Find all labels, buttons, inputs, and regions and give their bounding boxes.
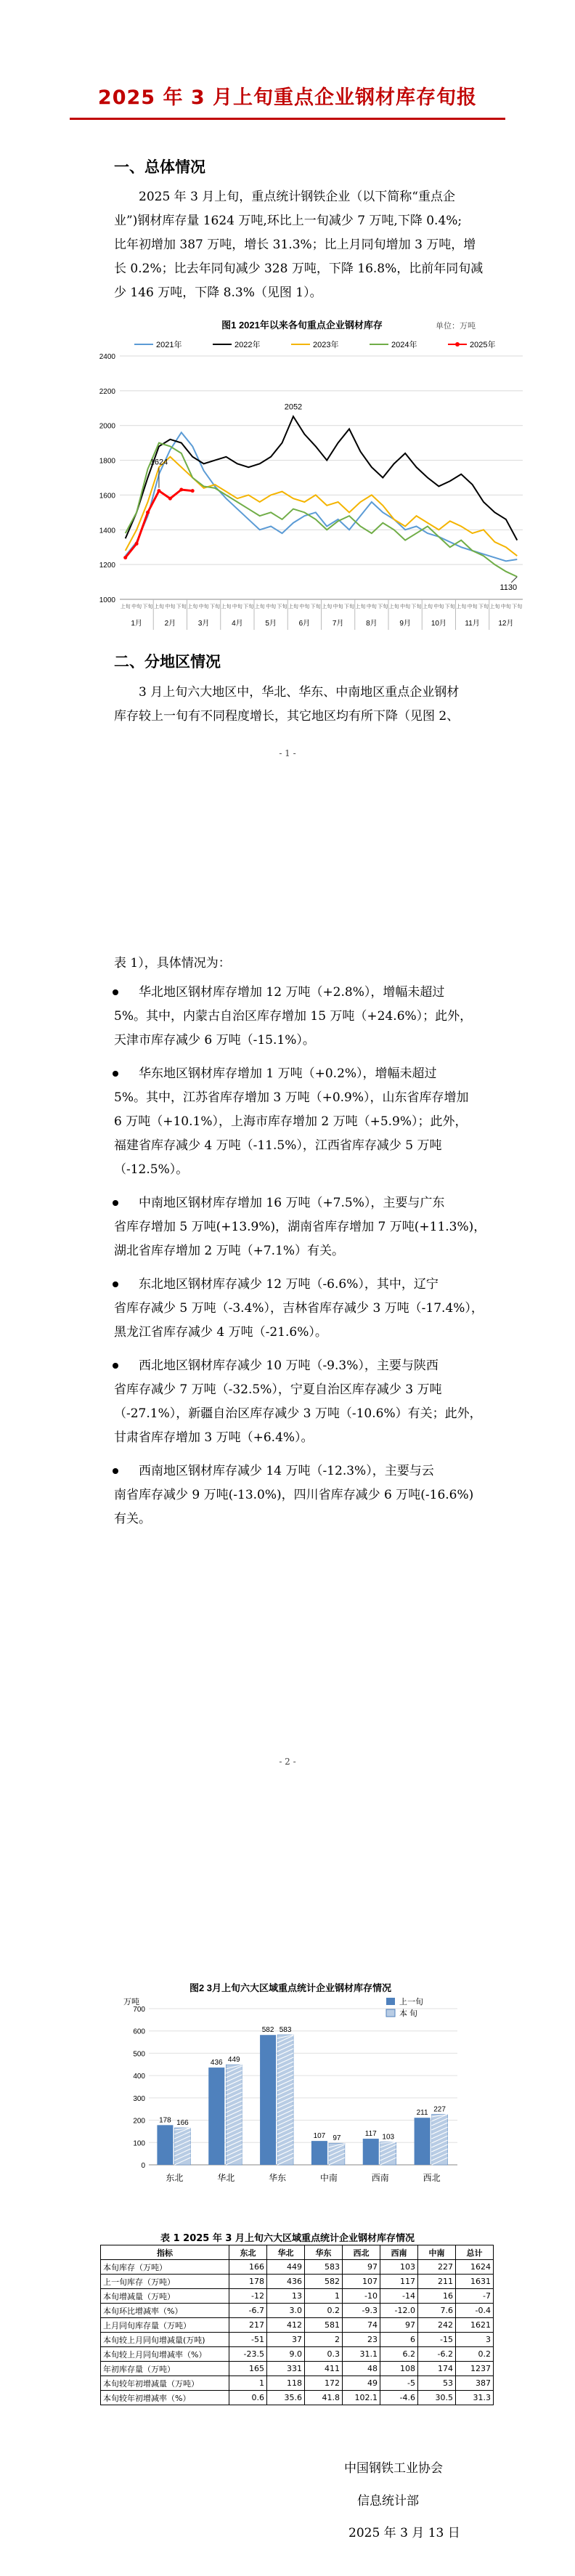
dekad-label: 上旬	[254, 604, 265, 609]
bar	[363, 2139, 379, 2165]
dekad-label: 上旬	[187, 604, 198, 609]
bar-value-label: 227	[433, 2105, 446, 2114]
dekad-label: 中旬	[366, 604, 377, 609]
regional-bullet	[114, 1354, 524, 1450]
bullet-text: 华东地区钢材库存增加 1 万吨（+0.2%），增幅未超过	[139, 1066, 437, 1081]
section-heading-overall: 一、总体情况	[114, 158, 205, 176]
legend-label: 2025年	[470, 341, 496, 349]
footer-org: 中国钢铁工业协会	[344, 2461, 443, 2476]
regional-bullet	[114, 1459, 524, 1531]
dekad-label: 下旬	[378, 604, 388, 609]
regional-bullet-line	[114, 1273, 524, 1297]
table-cell: 0.2	[305, 2304, 343, 2318]
table-cell: 97	[380, 2318, 418, 2333]
bullet-dot-icon	[113, 989, 118, 995]
dekad-label: 中旬	[232, 604, 242, 609]
table-cell: 1624	[456, 2260, 494, 2275]
overall-line: 2025 年 3 月上旬，重点统计钢铁企业（以下简称“重点企	[139, 190, 455, 204]
bar-value-label: 117	[364, 2130, 377, 2139]
table-row-label: 本旬库存（万吨）	[101, 2260, 229, 2275]
table-cell: 166	[229, 2260, 267, 2275]
table-cell: 41.8	[305, 2391, 343, 2405]
table-cell: 108	[380, 2362, 418, 2376]
regional-bullet-line: 南省库存减少 9 万吨(-13.0%)，四川省库存减少 6 万吨(-16.6%)	[114, 1488, 474, 1502]
dekad-label: 上旬	[120, 604, 131, 609]
category-label: 东北	[166, 2173, 184, 2183]
table-caption: 表 1 2025 年 3 月上旬六大区域重点统计企业钢材库存情况	[160, 2233, 415, 2244]
regional-bar-chart	[116, 1980, 465, 2190]
table-cell: 35.6	[267, 2391, 305, 2405]
regional-bullet-line: 黑龙江省库存减少 4 万吨（-21.6%）。	[114, 1325, 327, 1340]
table-row-label: 本旬较上月同旬增减率（%）	[101, 2347, 229, 2362]
bar	[415, 2118, 431, 2165]
regional-bullet-line: 天津市库存减少 6 万吨（-15.1%）。	[114, 1033, 315, 1048]
bar-value-label: 436	[210, 2059, 223, 2067]
regional-bullet-line: 6 万吨（+10.1%），上海市库存增加 2 万吨（+5.9%）；此外，	[114, 1114, 468, 1129]
dekad-label: 上旬	[355, 604, 366, 609]
chart1-unit: 单位：万吨	[436, 322, 476, 331]
y-tick-label: 1200	[99, 562, 115, 570]
bar-value-label: 211	[416, 2109, 428, 2118]
table-header-row	[101, 2245, 494, 2260]
regional-bullet-line: 湖北省库存增加 2 万吨（+7.1%）有关。	[114, 1244, 345, 1258]
dekad-label: 中旬	[400, 604, 411, 609]
category-label: 中南	[319, 2173, 338, 2183]
table-row-label: 本旬较年初增减量（万吨）	[101, 2376, 229, 2391]
annotation-label: 1130	[499, 583, 518, 592]
table-cell: -15	[418, 2333, 456, 2347]
dekad-label: 中旬	[299, 604, 310, 609]
regional-bullet	[114, 1191, 524, 1263]
bar-value-label: 582	[261, 2026, 274, 2035]
bar	[311, 2141, 327, 2165]
dekad-label: 下旬	[243, 604, 254, 609]
table-row-label: 上月同旬库存量（万吨）	[101, 2318, 229, 2333]
table-cell: 1237	[456, 2362, 494, 2376]
annotation-leader	[511, 577, 517, 583]
dekad-label: 下旬	[277, 604, 288, 609]
dekad-label: 上旬	[456, 604, 467, 609]
regional-intro-line: 库存较上一旬有不同程度增长，其它地区均有所下降（见图 2、	[114, 709, 460, 724]
table-cell: -12	[229, 2289, 267, 2304]
table-cell: 582	[305, 2275, 343, 2289]
legend-label: 2023年	[313, 341, 339, 349]
regional-bullet-line: 有关。	[114, 1512, 151, 1526]
table-row	[101, 2289, 494, 2304]
footer-dept: 信息统计部	[357, 2494, 419, 2508]
table-cell: 6.2	[380, 2347, 418, 2362]
bar-value-label: 97	[333, 2134, 341, 2143]
table-cell: 118	[267, 2376, 305, 2391]
table-cell: 581	[305, 2318, 343, 2333]
bullet-text: 东北地区钢材库存减少 12 万吨（-6.6%），其中，辽宁	[139, 1277, 439, 1292]
dekad-label: 上旬	[221, 604, 232, 609]
table-header-cell: 西北	[343, 2245, 380, 2260]
legend-label: 2022年	[235, 341, 261, 349]
table-row	[101, 2376, 494, 2391]
y-axis-unit: 万吨	[123, 1998, 139, 2006]
table-header-cell: 华东	[305, 2245, 343, 2260]
regional-bullet-line: （-12.5%）。	[114, 1162, 189, 1177]
bar	[157, 2125, 173, 2165]
table-cell: 436	[267, 2275, 305, 2289]
table-cell: 1	[305, 2289, 343, 2304]
table-row	[101, 2362, 494, 2376]
table-cell: 49	[343, 2376, 380, 2391]
overall-line: 长 0.2%；比去年同旬减少 328 万吨，下降 16.8%，比前年同旬减	[114, 262, 484, 276]
dekad-label: 上旬	[322, 604, 333, 609]
table-row	[101, 2333, 494, 2347]
table-cell: 48	[343, 2362, 380, 2376]
table-cell: 3	[456, 2333, 494, 2347]
page-number: - 2 -	[279, 1757, 296, 1767]
dekad-label: 下旬	[344, 604, 355, 609]
table-cell: 74	[343, 2318, 380, 2333]
table-cell: 117	[380, 2275, 418, 2289]
bar-value-label: 166	[176, 2119, 189, 2128]
regional-bullet-line: 5%。其中，江苏省库存增加 3 万吨（+0.9%），山东省库存增加	[114, 1090, 469, 1105]
series-line	[126, 490, 192, 558]
month-label: 10月	[431, 620, 446, 628]
table-header-cell: 西南	[380, 2245, 418, 2260]
table-cell: 2	[305, 2333, 343, 2347]
bullet-dot-icon	[113, 1363, 118, 1369]
month-label: 4月	[232, 620, 243, 628]
table-cell: 412	[267, 2318, 305, 2333]
table-cell: 178	[229, 2275, 267, 2289]
table-cell: 30.5	[418, 2391, 456, 2405]
table-cell: 31.1	[343, 2347, 380, 2362]
table-cell: -23.5	[229, 2347, 267, 2362]
bullet-text: 华北地区钢材库存增加 12 万吨（+2.8%），增幅未超过	[139, 985, 445, 1000]
table-row	[101, 2275, 494, 2289]
overall-paragraph	[114, 185, 524, 305]
bar	[208, 2067, 224, 2165]
regional-bullet	[114, 981, 524, 1053]
regional-bullet-line: 福建省库存减少 4 万吨（-11.5%），江西省库存减少 5 万吨	[114, 1138, 442, 1153]
month-label: 2月	[164, 620, 176, 628]
dekad-label: 中旬	[198, 604, 209, 609]
legend-marker	[455, 342, 460, 347]
dekad-label: 下旬	[478, 604, 489, 609]
y-tick-label: 100	[133, 2139, 145, 2148]
legend-swatch	[386, 1998, 395, 2005]
page-title: 2025 年 3 月上旬重点企业钢材库存旬报	[97, 86, 478, 109]
data-point	[146, 511, 150, 514]
overall-line: 业”)钢材库存量 1624 万吨,环比上一旬减少 7 万吨,下降 0.4%;	[114, 214, 462, 228]
table-header-cell: 指标	[101, 2245, 229, 2260]
dekad-label: 上旬	[422, 604, 433, 609]
y-tick-label: 500	[133, 2050, 145, 2059]
dekad-label: 中旬	[433, 604, 444, 609]
y-tick-label: 600	[133, 2028, 145, 2036]
bullet-dot-icon	[113, 1200, 118, 1206]
annotation-label: 1624	[150, 458, 168, 467]
regional-bullet-line	[114, 1062, 524, 1086]
dekad-label: 中旬	[266, 604, 277, 609]
bullet-text: 西北地区钢材库存减少 10 万吨（-9.3%），主要与陕西	[139, 1358, 439, 1373]
regional-bullet-line	[114, 1191, 524, 1215]
table-cell: 6	[380, 2333, 418, 2347]
table-cell: 97	[343, 2260, 380, 2275]
regional-inventory-table	[100, 2245, 494, 2405]
table-cell: 103	[380, 2260, 418, 2275]
section-heading-regional: 二、分地区情况	[114, 652, 221, 671]
data-point	[179, 488, 183, 492]
table-cell: -10	[343, 2289, 380, 2304]
dekad-label: 中旬	[500, 604, 511, 609]
dekad-label: 中旬	[333, 604, 343, 609]
table-cell: -12.0	[380, 2304, 418, 2318]
dekad-label: 中旬	[131, 604, 142, 609]
table-cell: 7.6	[418, 2304, 456, 2318]
regional-bullet-line	[114, 1354, 524, 1378]
table-cell: 217	[229, 2318, 267, 2333]
table-cell: 242	[418, 2318, 456, 2333]
regional-bullet-line: 甘肃省库存增加 3 万吨（+6.4%）。	[114, 1430, 314, 1445]
bar-value-label: 103	[382, 2133, 395, 2142]
regional-bullet-line: 省库存减少 5 万吨（-3.4%），吉林省库存减少 3 万吨（-17.4%），	[114, 1301, 484, 1316]
table-cell: 1621	[456, 2318, 494, 2333]
table-cell: 107	[343, 2275, 380, 2289]
table-cell: 0.3	[305, 2347, 343, 2362]
table-cell: 165	[229, 2362, 267, 2376]
dekad-label: 上旬	[153, 604, 164, 609]
chart1-title: 图1 2021年以来各旬重点企业钢材库存	[221, 320, 383, 331]
data-point	[123, 556, 127, 559]
table-cell: 227	[418, 2260, 456, 2275]
y-tick-label: 1600	[99, 492, 115, 501]
month-label: 12月	[498, 620, 514, 628]
table-row-label: 本旬环比增减率（%）	[101, 2304, 229, 2318]
dekad-label: 上旬	[288, 604, 298, 609]
bullet-text: 西南地区钢材库存减少 14 万吨（-12.3%），主要与云	[139, 1464, 434, 1478]
table-row-label: 年初库存量（万吨）	[101, 2362, 229, 2376]
table-header-cell: 中南	[418, 2245, 456, 2260]
bar-value-label: 178	[159, 2116, 171, 2125]
regional-bullet-line: 省库存增加 5 万吨(+13.9%)，湖南省库存增加 7 万吨(+11.3%)，	[114, 1220, 486, 1234]
overall-line: 比年初增加 387 万吨，增长 31.3%；比上月同旬增加 3 万吨，增	[114, 238, 476, 252]
bullet-text: 中南地区钢材库存增加 16 万吨（+7.5%），主要与广东	[139, 1196, 445, 1210]
dekad-label: 下旬	[310, 604, 321, 609]
dekad-label: 下旬	[444, 604, 455, 609]
bullet-dot-icon	[113, 1071, 118, 1077]
table-row-label: 本旬增减量（万吨）	[101, 2289, 229, 2304]
y-tick-label: 2400	[99, 353, 115, 361]
data-point	[135, 542, 139, 546]
table-row	[101, 2304, 494, 2318]
y-tick-label: 200	[133, 2117, 145, 2126]
table-header-cell: 华北	[267, 2245, 305, 2260]
legend-label: 本 旬	[399, 2009, 418, 2018]
data-point	[168, 497, 172, 501]
table-cell: 0.2	[456, 2347, 494, 2362]
table-cell: 9.0	[267, 2347, 305, 2362]
table-cell: -0.4	[456, 2304, 494, 2318]
table-header-cell: 东北	[229, 2245, 267, 2260]
table-cell: -7	[456, 2289, 494, 2304]
table-cell: -4.6	[380, 2391, 418, 2405]
dekad-label: 下旬	[142, 604, 153, 609]
table-cell: 3.0	[267, 2304, 305, 2318]
bar-value-label: 107	[313, 2132, 326, 2141]
dekad-label: 下旬	[210, 604, 221, 609]
table-cell: -5	[380, 2376, 418, 2391]
inventory-line-chart	[73, 312, 531, 632]
table-header-cell: 总计	[456, 2245, 494, 2260]
category-label: 西北	[423, 2173, 441, 2183]
page-number: - 1 -	[279, 748, 296, 758]
table-row	[101, 2391, 494, 2405]
table-cell: 53	[418, 2376, 456, 2391]
table-cell: 411	[305, 2362, 343, 2376]
dekad-label: 中旬	[467, 604, 478, 609]
bar	[260, 2035, 276, 2165]
table-cell: 331	[267, 2362, 305, 2376]
table-row-label: 上一旬库存（万吨）	[101, 2275, 229, 2289]
dekad-label: 下旬	[176, 604, 187, 609]
table-cell: -51	[229, 2333, 267, 2347]
bar-value-label: 583	[279, 2025, 292, 2034]
footer-date: 2025 年 3 月 13 日	[348, 2526, 460, 2540]
regional-bullet-line	[114, 981, 524, 1005]
bullet-dot-icon	[113, 1468, 118, 1474]
chart2-title: 图2 3月上旬六大区域重点统计企业钢材库存情况	[189, 1982, 392, 1993]
regional-bullet-line: 5%。其中，内蒙古自治区库存增加 15 万吨（+24.6%）；此外，	[114, 1009, 473, 1024]
table-cell: 31.3	[456, 2391, 494, 2405]
y-tick-label: 1800	[99, 457, 115, 466]
table-cell: 1	[229, 2376, 267, 2391]
legend-label: 2024年	[391, 341, 417, 349]
category-label: 西南	[371, 2173, 389, 2183]
table-cell: 1631	[456, 2275, 494, 2289]
table-cell: -6.2	[418, 2347, 456, 2362]
table-cell: 174	[418, 2362, 456, 2376]
dekad-label: 上旬	[489, 604, 500, 609]
series-line	[126, 443, 518, 577]
regional-intro-line: 3 月上旬六大地区中，华北、华东、中南地区重点企业钢材	[139, 685, 460, 700]
month-label: 3月	[197, 620, 210, 628]
regional-bullet-list	[114, 981, 524, 1541]
dekad-label: 下旬	[512, 604, 523, 609]
dekad-label: 中旬	[165, 604, 176, 609]
legend-swatch	[386, 2009, 395, 2017]
y-tick-label: 300	[133, 2094, 145, 2103]
table-row	[101, 2347, 494, 2362]
dekad-label: 上旬	[388, 604, 399, 609]
month-label: 5月	[265, 620, 277, 628]
regional-table-wrap	[100, 2245, 494, 2405]
y-tick-label: 1400	[99, 527, 115, 535]
table-cell: 102.1	[343, 2391, 380, 2405]
table-cell: 23	[343, 2333, 380, 2347]
table-cell: -6.7	[229, 2304, 267, 2318]
regional-bullet-line	[114, 1459, 524, 1483]
table-row	[101, 2318, 494, 2333]
regional-continued: 表 1），具体情况为：	[114, 956, 231, 971]
table-cell: 583	[305, 2260, 343, 2275]
table-row-label: 本旬较年初增减率（%）	[101, 2391, 229, 2405]
annotation-label: 2052	[284, 402, 303, 412]
bullet-dot-icon	[113, 1281, 118, 1287]
month-label: 11月	[465, 620, 480, 628]
dekad-label: 下旬	[411, 604, 422, 609]
table-cell: 13	[267, 2289, 305, 2304]
table-row	[101, 2260, 494, 2275]
data-point	[191, 489, 195, 493]
table-cell: 37	[267, 2333, 305, 2347]
y-tick-label: 2000	[99, 422, 115, 431]
regional-bullet-line: （-27.1%），新疆自治区库存减少 3 万吨（-10.6%）有关；此外，	[114, 1406, 482, 1421]
regional-bullet	[114, 1062, 524, 1182]
table-cell: -14	[380, 2289, 418, 2304]
table-cell: 172	[305, 2376, 343, 2391]
category-label: 华东	[269, 2173, 287, 2183]
overall-line: 少 146 万吨，下降 8.3%（见图 1）。	[114, 285, 322, 300]
table-cell: 16	[418, 2289, 456, 2304]
month-label: 8月	[366, 620, 378, 628]
month-label: 7月	[332, 620, 344, 628]
bar-value-label: 449	[227, 2056, 240, 2065]
regional-bullet-line: 省库存减少 7 万吨（-32.5%），宁夏自治区库存减少 3 万吨	[114, 1382, 442, 1397]
month-label: 1月	[131, 620, 142, 628]
category-label: 华北	[217, 2173, 235, 2183]
y-tick-label: 0	[141, 2162, 145, 2170]
legend-label: 2021年	[156, 341, 182, 349]
y-tick-label: 700	[133, 2006, 145, 2014]
regional-intro	[114, 681, 524, 729]
table-cell: -9.3	[343, 2304, 380, 2318]
series-line	[126, 457, 518, 556]
month-label: 9月	[399, 620, 411, 628]
table-cell: 449	[267, 2260, 305, 2275]
title-underline	[70, 118, 505, 120]
y-tick-label: 1000	[99, 596, 115, 604]
y-tick-label: 2200	[99, 387, 115, 396]
table-row-label: 本旬较上月同旬增减量(万吨)	[101, 2333, 229, 2347]
table-cell: 211	[418, 2275, 456, 2289]
y-tick-label: 400	[133, 2073, 145, 2081]
legend-label: 上一旬	[399, 1998, 423, 2006]
table-cell: 0.6	[229, 2391, 267, 2405]
data-point	[157, 489, 160, 493]
month-label: 6月	[298, 620, 311, 628]
regional-bullet	[114, 1273, 524, 1345]
table-cell: 387	[456, 2376, 494, 2391]
